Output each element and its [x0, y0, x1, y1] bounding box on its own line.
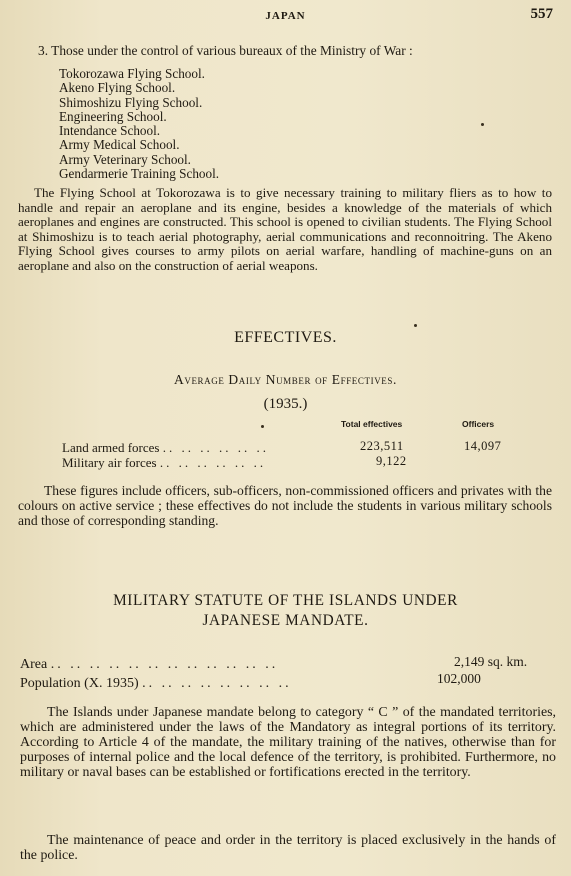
leader-dots: .. .. .. .. .. .. — [162, 440, 269, 455]
list-item: Tokorozawa Flying School. — [59, 66, 205, 81]
list-item: Army Medical School. — [59, 137, 180, 153]
mandate-paragraph: The Islands under Japanese mandate belong to category “ C ” of the mandated territories, which are administered under the laws of the Mandatory as integral portions of its territory. According to Article 4 of the mandate, the military training of the natives, otherwise than for purposes of internal police and the local defence of the territory, is prohibited. Furthermore, no military or naval bases can be established or fortifications erected in the territory. — [20, 705, 556, 781]
print-speck — [261, 425, 264, 428]
leader-dots: .. .. .. .. .. .. .. .. — [142, 676, 292, 691]
row-label: Military air forces — [62, 455, 157, 470]
list-item: Army Veterinary School. — [59, 151, 191, 167]
leader-dots: .. .. .. .. .. .. — [159, 455, 267, 470]
row-label: Population (X. 1935) — [20, 676, 139, 691]
table-row — [62, 440, 269, 456]
school-list — [59, 67, 219, 181]
table-row — [20, 657, 278, 673]
flying-school-paragraph: The Flying School at Tokorozawa is to give necessary training to military fliers as to how to handle and repair an aeroplane and its engine, besides a knowledge of the materials of which aeroplanes and engines are constructed. This school is opened to civilian students. The Flying School at Shimoshizu is to teach aerial photography, aerial communications and reconnoitring. The Akeno Flying School gives courses to army pilots on aerial warfare, handling of machine-guns on an aeroplane and also on the construction of aerial weapons. — [18, 185, 552, 273]
officers-value: 14,097 — [464, 439, 502, 453]
running-title: JAPAN — [265, 10, 306, 22]
population-value: 102,000 — [437, 671, 481, 686]
mandate-heading-line: MILITARY STATUTE OF THE ISLANDS UNDER — [113, 592, 458, 609]
table-row — [20, 676, 292, 692]
page-number: 557 — [530, 6, 553, 22]
list-item: Gendarmerie Training School. — [59, 166, 220, 182]
list-item: Intendance School. — [59, 123, 161, 139]
table-row — [62, 455, 266, 471]
list-item: Engineering School. — [59, 108, 167, 124]
print-speck — [481, 123, 484, 126]
effectives-heading: EFFECTIVES. — [234, 329, 337, 346]
print-speck — [414, 324, 417, 327]
list-item: Shimoshizu Flying School. — [59, 94, 203, 110]
column-header-officers: Officers — [462, 419, 495, 429]
effectives-table-title: Average Daily Number of Effectives. — [174, 372, 397, 387]
area-value: 2,149 sq. km. — [454, 654, 528, 669]
mandate-heading — [0, 591, 571, 631]
section-3-intro: 3. Those under the control of various bureaux of the Ministry of War : — [38, 43, 413, 58]
list-item: Akeno Flying School. — [59, 80, 176, 96]
row-label: Land armed forces — [62, 440, 160, 455]
effectives-year: (1935.) — [263, 396, 308, 412]
column-header-total: Total effectives — [341, 419, 403, 429]
total-effectives-value: 9,122 — [376, 454, 407, 468]
mandate-paragraph: The maintenance of peace and order in the territory is placed exclusively in the hands of the police. — [20, 833, 556, 864]
effectives-note: These figures include officers, sub-officers, non-commissioned officers and privates with the colours on active service ; these effectives do not include the students in various military schools and those of corresponding standing. — [18, 483, 552, 528]
total-effectives-value: 223,511 — [360, 439, 404, 453]
row-label: Area — [20, 657, 48, 672]
mandate-heading-line: JAPANESE MANDATE. — [202, 612, 369, 629]
leader-dots: .. .. .. .. .. .. .. .. .. .. .. .. — [50, 657, 279, 672]
